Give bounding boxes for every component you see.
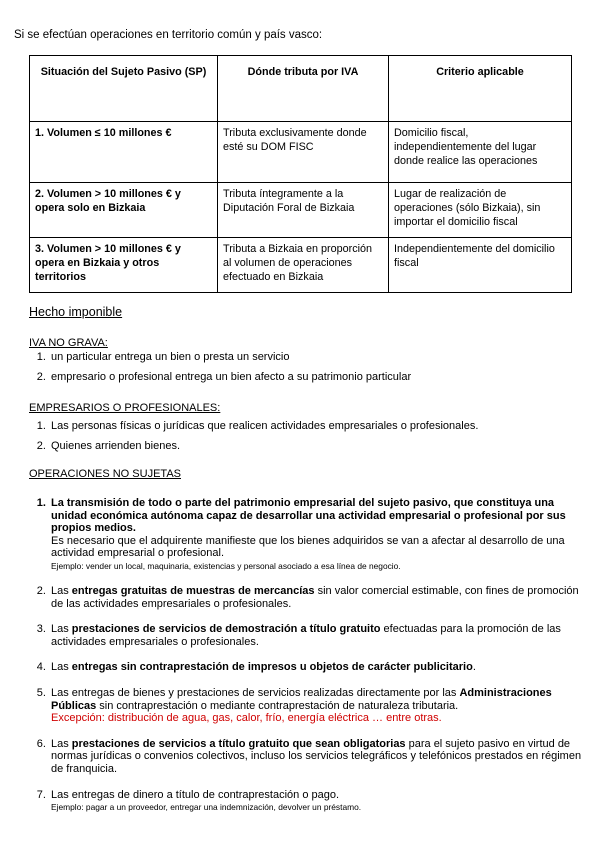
table-row [30,183,572,238]
item-text: Las entregas de bienes y prestaciones de servicios realizadas directamente por las [51,686,460,699]
list-item [49,687,589,725]
tax-criteria-table [29,55,572,293]
section-title-hecho-imponible: Hecho imponible [29,305,123,319]
subsection-title-empresarios: EMPRESARIOS O PROFESIONALES: [29,402,221,414]
item-bold-text: La transmisión de todo o parte del patrimonio empresarial del sujeto pasivo, que constituya una unidad económica autónoma capaz de desarrollar una actividad empresarial o profesional por sus propios medios. [51,497,566,535]
list-item [49,789,589,814]
header-where-taxed: Dónde tributa por IVA [218,56,389,122]
item-text: sin valor comercial estimable, con fines de promoción de las actividades empresariales o profesionales. [51,584,579,610]
table-cell: 3. Volumen > 10 millones € y opera en Bizkaia y otros territorios [30,238,218,293]
item-text: Las [51,737,72,750]
table-header-row [30,56,572,122]
item-bold-text: entregas gratuitas de muestras de mercancías [71,584,315,597]
item-text: para el sujeto pasivo en virtud de normas jurídicas o convenios colectivos, incluso los servicios telegráficos y telefónicos prestados en régimen de franquicia. [51,737,582,775]
list-item [49,623,589,648]
list-item: 2. empresario o profesional entrega un bien afecto a su patrimonio particular [49,371,589,384]
list-item: 1. Las personas físicas o jurídicas que realicen actividades empresariales o profesionales. [49,420,589,433]
table-cell: Domicilio fiscal, independientemente del lugar donde realice las operaciones [389,122,572,183]
empresarios-list [29,420,589,460]
item-text: Las entregas de dinero a título de contraprestación o pago. [51,788,340,801]
list-item [49,661,589,674]
list-item [49,738,589,776]
item-bold-text: Administraciones Públicas [51,686,552,712]
table-cell: Tributa íntegramente a la Diputación Foral de Bizkaia [218,183,389,238]
item-text: Las [51,584,72,597]
header-criterion: Criterio aplicable [389,56,572,122]
table-cell: 1. Volumen ≤ 10 millones € [30,122,218,183]
item-bold-text: prestaciones de servicios de demostración a título gratuito [71,623,381,636]
item-bold-text: prestaciones de servicios a título gratuito que sean obligatorias [71,737,406,750]
item-bold-text: entregas sin contraprestación de impresos u objetos de carácter publicitario [71,661,473,674]
header-situation: Situación del Sujeto Pasivo (SP) [30,56,218,122]
table-cell: Independientemente del domicilio fiscal [389,238,572,293]
list-item: 2. Quienes arrienden bienes. [49,440,589,453]
subsection-title-iva-no-grava: IVA NO GRAVA: [29,337,108,349]
item-text: Las [51,623,72,636]
item-text: Es necesario que el adquirente manifieste que los bienes adquiridos se van a afectar al desarrollo de una actividad empresarial o profesional. [51,534,565,560]
item-text: . [472,661,476,674]
subsection-title-operaciones: OPERACIONES NO SUJETAS [29,468,181,480]
table-cell: 2. Volumen > 10 millones € y opera solo en Bizkaia [30,183,218,238]
list-item [49,585,589,610]
table-cell: Lugar de realización de operaciones (sólo Bizkaia), sin importar el domicilio fiscal [389,183,572,238]
item-example: Ejemplo: vender un local, maquinaria, existencias y personal asociado a esa línea de negocio. [51,560,401,571]
item-exception: Excepción: distribución de agua, gas, calor, frío, energía eléctrica … entre otras. [51,712,442,725]
item-example: Ejemplo: pagar a un proveedor, entregar una indemnización, devolver un préstamo. [51,802,362,813]
operaciones-no-sujetas-list [29,497,589,826]
intro-text: Si se efectúan operaciones en territorio común y país vasco: [14,29,323,41]
item-text: sin contraprestación o mediante contraprestación de naturaleza tributaria. [96,699,459,712]
list-item [49,497,589,572]
table-row [30,122,572,183]
iva-no-grava-list [29,351,589,391]
table-row [30,238,572,293]
table-cell: Tributa a Bizkaia en proporción al volumen de operaciones efectuado en Bizkaia [218,238,389,293]
list-item: 1. un particular entrega un bien o presta un servicio [49,351,589,364]
item-text: efectuadas para la promoción de las actividades empresariales o profesionales. [51,623,561,648]
table-cell: Tributa exclusivamente donde esté su DOM FISC [218,122,389,183]
item-text: Las [51,661,72,674]
